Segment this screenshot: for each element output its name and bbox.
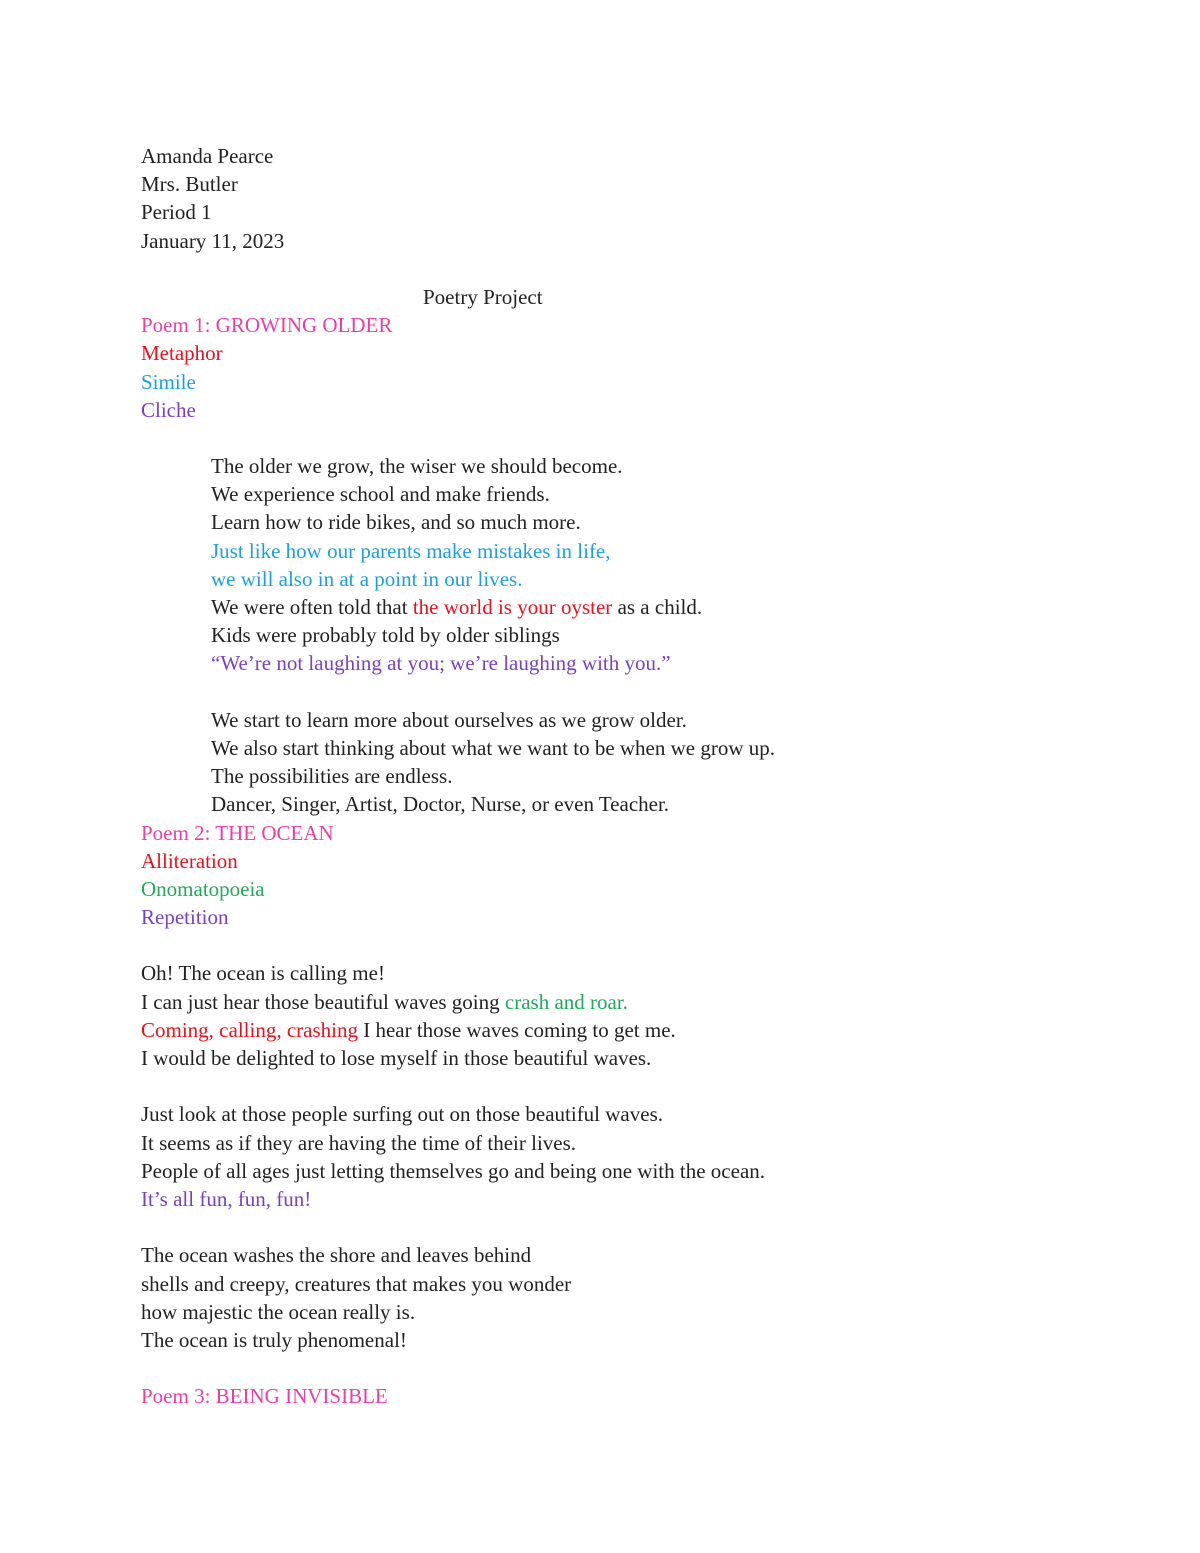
poem-3-heading: Poem 3: BEING INVISIBLE bbox=[141, 1384, 388, 1409]
poem-2-line: how majestic the ocean really is. bbox=[141, 1299, 416, 1324]
poem-1-metaphor-line bbox=[141, 593, 1101, 621]
poem-2-line: People of all ages just letting themselves go and being one with the ocean. bbox=[141, 1158, 766, 1183]
student-name: Amanda Pearce bbox=[141, 144, 274, 168]
poem-2-heading: Poem 2: THE OCEAN bbox=[141, 820, 334, 845]
poem-1-device-simile: Simile bbox=[141, 369, 196, 394]
spacer bbox=[141, 1072, 1101, 1100]
poem-1-line: We also start thinking about what we want to be when we grow up. bbox=[211, 735, 776, 760]
spacer bbox=[141, 931, 1101, 959]
document-title: Poetry Project bbox=[423, 284, 543, 309]
poem-1-heading: Poem 1: GROWING OLDER bbox=[141, 313, 393, 338]
poem-2-device-repetition: Repetition bbox=[141, 905, 229, 930]
metaphor-highlight: the world is your oyster bbox=[412, 595, 613, 619]
poem-2-line: shells and creepy, creatures that makes you wonder bbox=[141, 1271, 572, 1296]
poem-1-simile-line: we will also in at a point in our lives. bbox=[211, 566, 523, 591]
poem-2-line: Just look at those people surfing out on those beautiful waves. bbox=[141, 1102, 663, 1127]
poem-2-device-onomatopoeia: Onomatopoeia bbox=[141, 876, 265, 901]
poem-2-line: The ocean is truly phenomenal! bbox=[141, 1327, 407, 1352]
poem-2-line: It seems as if they are having the time of their lives. bbox=[141, 1130, 577, 1155]
spacer bbox=[141, 1354, 1101, 1382]
poem-1-device-cliche: Cliche bbox=[141, 397, 196, 422]
line-text: I hear those waves coming to get me. bbox=[357, 1017, 676, 1042]
poem-1-line: Kids were probably told by older siblings bbox=[211, 623, 560, 648]
poem-1-line: The older we grow, the wiser we should become. bbox=[211, 454, 623, 479]
poem-2-line: The ocean washes the shore and leaves behind bbox=[141, 1243, 532, 1268]
onomatopoeia-highlight: crash and roar. bbox=[504, 989, 628, 1014]
teacher-name: Mrs. Butler bbox=[141, 172, 238, 197]
poem-1-line: Dancer, Singer, Artist, Doctor, Nurse, or even Teacher. bbox=[211, 792, 670, 817]
poem-1-cliche-line: “We’re not laughing at you; we’re laughing with you.” bbox=[211, 651, 671, 676]
line-text: We were often told that bbox=[211, 595, 413, 619]
line-text: as a child. bbox=[612, 595, 703, 619]
poem-1-simile-line: Just like how our parents make mistakes in life, bbox=[211, 538, 611, 563]
document-body bbox=[141, 142, 1101, 1410]
spacer bbox=[141, 424, 1101, 452]
poem-2-device-alliteration: Alliteration bbox=[141, 848, 238, 873]
poem-2-line: I would be delighted to lose myself in those beautiful waves. bbox=[141, 1046, 652, 1070]
line-text: I can just hear those beautiful waves going bbox=[141, 989, 505, 1014]
spacer bbox=[141, 1213, 1101, 1241]
date: January 11, 2023 bbox=[141, 228, 285, 253]
poem-2-onomatopoeia-line bbox=[141, 988, 1101, 1016]
poem-2-line: Oh! The ocean is calling me! bbox=[141, 961, 385, 986]
poem-1-line: The possibilities are endless. bbox=[211, 764, 453, 789]
poem-1-line: We experience school and make friends. bbox=[211, 482, 550, 507]
poem-1-device-metaphor: Metaphor bbox=[141, 341, 223, 366]
poem-2-alliteration-line bbox=[141, 1016, 1101, 1044]
spacer bbox=[141, 255, 1101, 283]
spacer bbox=[141, 678, 1101, 706]
alliteration-highlight: Coming, calling, crashing bbox=[141, 1017, 358, 1042]
class-period: Period 1 bbox=[141, 200, 212, 225]
poem-1-line: Learn how to ride bikes, and so much more. bbox=[211, 510, 581, 535]
poem-2-repetition-line: It’s all fun, fun, fun! bbox=[141, 1186, 312, 1211]
poem-1-line: We start to learn more about ourselves as we grow older. bbox=[211, 707, 687, 732]
